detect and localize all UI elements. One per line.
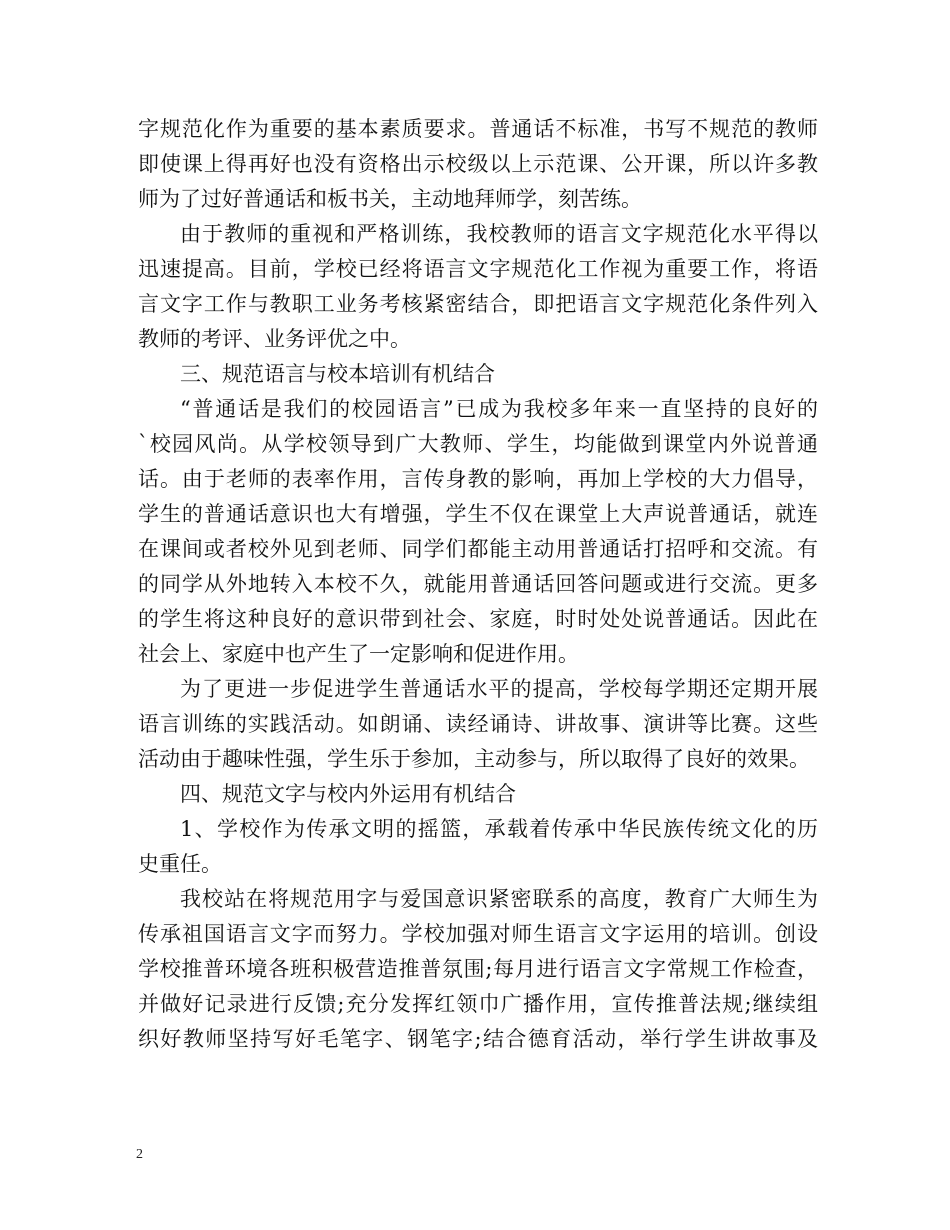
text-line: 由于教师的重视和严格训练，我校教师的语言文字规范化水平得以 (180, 222, 818, 246)
text-line: 我校站在将规范用字与爱国意识紧密联系的高度，教育广大师生为 (180, 887, 818, 911)
text-line: 字规范化作为重要的基本素质要求。普通话不标准，书写不规范的教师 (138, 117, 818, 141)
text-line: 话。由于老师的表率作用，言传身教的影响，再加上学校的大力倡导， (138, 467, 818, 491)
text-line: 教师的考评、业务评优之中。 (138, 327, 411, 351)
text-line: 并做好记录进行反馈;充分发挥红领巾广播作用，宣传推普法规;继续组 (138, 992, 818, 1016)
text-line: 在课间或者校外见到老师、同学们都能主动用普通话打招呼和交流。有 (138, 537, 818, 561)
text-line: `校园风尚。从学校领导到广大教师、学生，均能做到课堂内外说普通 (138, 432, 818, 456)
text-line: 的同学从外地转入本校不久，就能用普通话回答问题或进行交流。更多 (138, 572, 818, 596)
text-line: 社会上、家庭中也产生了一定影响和促进作用。 (138, 642, 579, 666)
text-line: 1、学校作为传承文明的摇篮，承载着传承中华民族传统文化的历 (180, 817, 818, 841)
text-line: 三、规范语言与校本培训有机结合 (180, 362, 495, 386)
text-line: 言文字工作与教职工业务考核紧密结合，即把语言文字规范化条件列入 (138, 292, 818, 316)
text-line: 为了更进一步促进学生普通话水平的提高，学校每学期还定期开展 (180, 677, 818, 701)
text-line: 传承祖国语言文字而努力。学校加强对师生语言文字运用的培训。创设 (138, 922, 818, 946)
text-line: 学校推普环境各班积极营造推普氛围;每月进行语言文字常规工作检查， (138, 957, 818, 981)
text-line: 的学生将这种良好的意识带到社会、家庭，时时处处说普通话。因此在 (138, 607, 818, 631)
text-line: 学生的普通话意识也大有增强，学生不仅在课堂上大声说普通话，就连 (138, 502, 818, 526)
text-line: 史重任。 (138, 852, 222, 876)
text-line: 迅速提高。目前，学校已经将语言文字规范化工作视为重要工作，将语 (138, 257, 818, 281)
text-line: “普通话是我们的校园语言”已成为我校多年来一直坚持的良好的 (180, 397, 818, 421)
text-line: 师为了过好普通话和板书关，主动地拜师学，刻苦练。 (138, 187, 642, 211)
page-number: 2 (136, 1147, 143, 1162)
text-line: 语言训练的实践活动。如朗诵、读经诵诗、讲故事、演讲等比赛。这些 (138, 712, 818, 736)
text-line: 织好教师坚持写好毛笔字、钢笔字;结合德育活动，举行学生讲故事及 (138, 1027, 818, 1051)
text-line: 四、规范文字与校内外运用有机结合 (180, 782, 516, 806)
document-body (138, 112, 818, 1057)
text-line: 活动由于趣味性强，学生乐于参加，主动参与，所以取得了良好的效果。 (138, 747, 810, 771)
text-line: 即使课上得再好也没有资格出示校级以上示范课、公开课，所以许多教 (138, 152, 818, 176)
